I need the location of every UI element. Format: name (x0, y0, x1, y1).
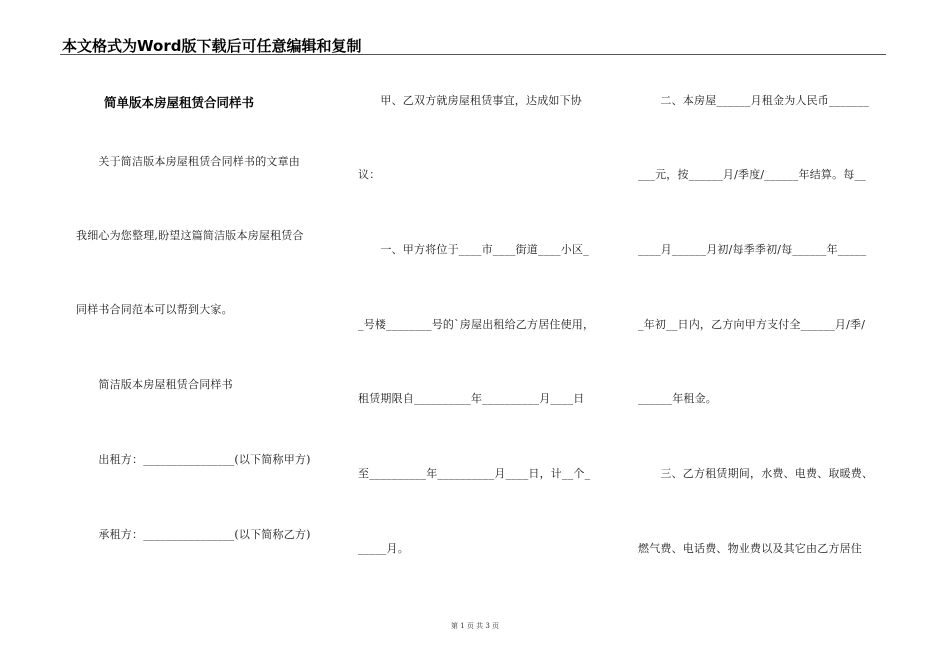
lessor-line: 出租方：________________(以下简称甲方) (76, 453, 311, 466)
paragraph-line: 租赁期限自__________年__________月____日 (358, 392, 585, 405)
paragraph-line: 甲、乙双方就房屋租赁事宜，达成如下协 (358, 94, 582, 107)
paragraph-line: ___元，按______月/季度/______年结算。每__ (638, 168, 866, 181)
paragraph-line: 议： (358, 168, 381, 181)
paragraph-line: ______年租金。 (638, 392, 717, 405)
paragraph-line: 同样书合同范本可以帮到大家。 (76, 303, 233, 316)
paragraph-line: 二、本房屋______月租金为人民币_______ (638, 94, 869, 107)
paragraph-line: 燃气费、电话费、物业费以及其它由乙方居住 (638, 542, 862, 555)
lessee-line: 承租方：________________(以下简称乙方) (76, 528, 311, 541)
paragraph-line: 简洁版本房屋租赁合同样书 (76, 378, 233, 391)
paragraph-line: 一、甲方将位于____市____街道____小区_ (358, 243, 589, 256)
page-number: 第 1 页 共 3 页 (450, 622, 500, 630)
paragraph-line: _年初__日内，乙方向甲方支付全______月/季/ (638, 318, 866, 331)
paragraph-line: ____月______月初/每季季初/每______年_____ (638, 243, 867, 256)
paragraph-line: 关于简洁版本房屋租赁合同样书的文章由 (76, 155, 300, 168)
document-header: 本文格式为Word版下载后可任意编辑和复制 (62, 37, 362, 55)
paragraph-line: 至__________年__________月____日，计__个_ (358, 467, 591, 480)
document-title: 简单版本房屋租赁合同样书 (104, 95, 255, 110)
paragraph-line: _号楼________号的`房屋出租给乙方居住使用， (358, 318, 595, 331)
paragraph-line: 我细心为您整理,盼望这篇简洁版本房屋租赁合 (76, 229, 304, 242)
paragraph-line: _____月。 (358, 542, 409, 555)
header-divider (60, 54, 886, 55)
paragraph-line: 三、乙方租赁期间，水费、电费、取暖费、 (638, 467, 874, 480)
